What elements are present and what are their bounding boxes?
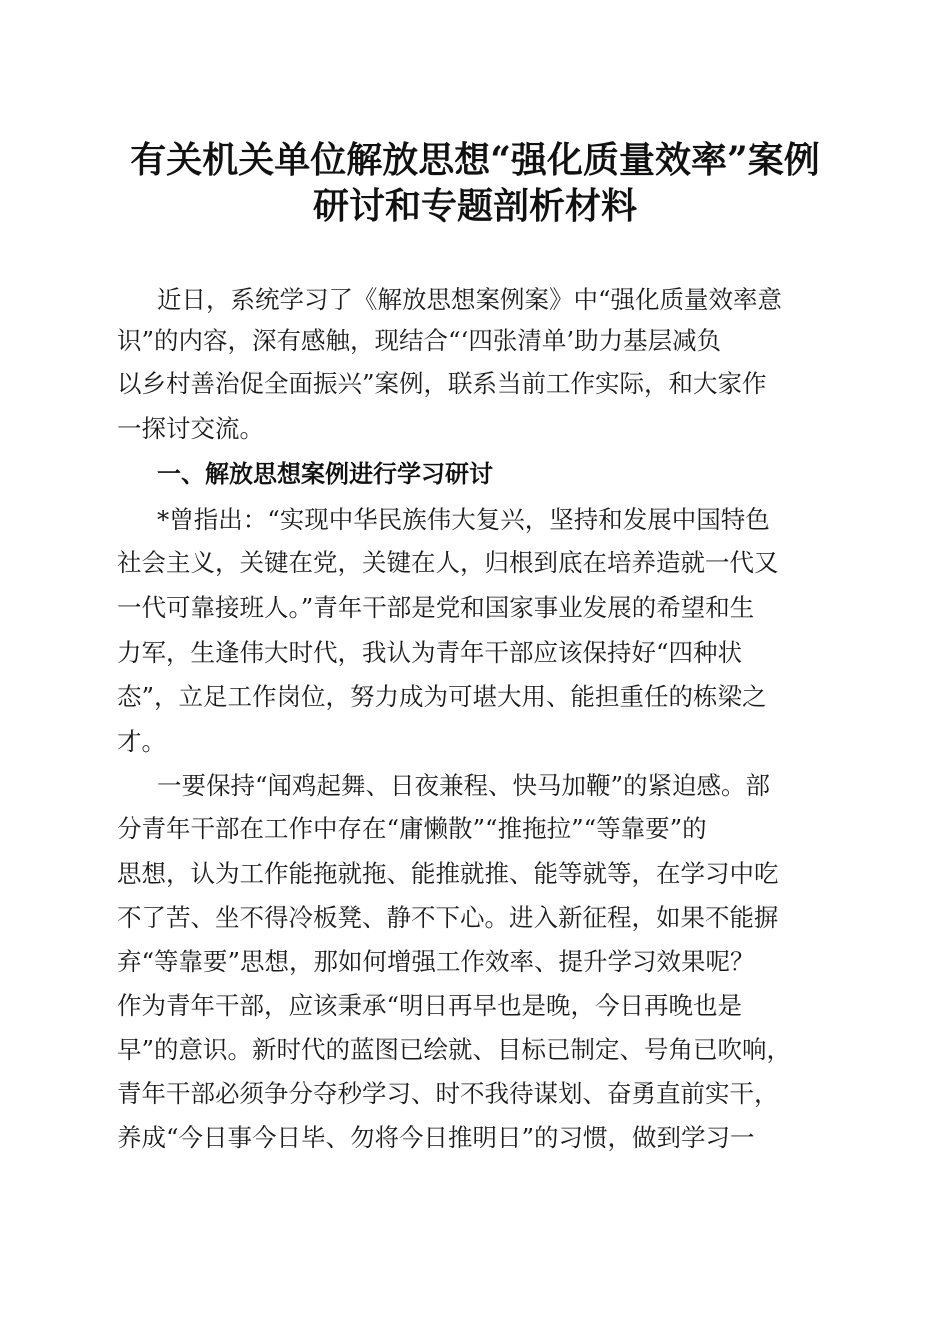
section-heading: 一、解放思想案例进行学习研讨 bbox=[157, 460, 493, 488]
paragraph-line: 一代可靠接班人。”青年干部是党和国家事业发展的希望和生 bbox=[117, 593, 755, 622]
intro-line: 一探讨交流。 bbox=[117, 414, 264, 443]
paragraph-line: 不了苦、坐不得冷板凳、静不下心。进入新征程，如果不能摒 bbox=[117, 903, 779, 932]
paragraph-line: 养成“今日事今日毕、勿将今日推明日”的习惯，做到学习一 bbox=[117, 1123, 755, 1152]
paragraph-line: 社会主义，关键在党，关键在人，归根到底在培养造就一代又 bbox=[117, 548, 779, 577]
paragraph-line: 青年干部必须争分夺秒学习、时不我待谋划、奋勇直前实干， bbox=[117, 1079, 779, 1108]
intro-line: 近日，系统学习了《解放思想案例案》中“强化质量效率意 bbox=[157, 285, 783, 314]
paragraph-line: 分青年干部在工作中存在“庸懒散”“推拖拉”“等靠要”的 bbox=[117, 814, 707, 843]
paragraph-line: 态”，立足工作岗位，努力成为可堪大用、能担重任的栋梁之 bbox=[117, 682, 767, 711]
intro-line: 识”的内容，深有感触，现结合“‘四张清单’助力基层减负 bbox=[117, 326, 722, 355]
document-title-line-1: 有关机关单位解放思想“强化质量效率”案例 bbox=[130, 139, 820, 181]
paragraph-line: *曾指出：“实现中华民族伟大复兴，坚持和发展中国特色 bbox=[157, 505, 770, 534]
paragraph-line: 弃“等靠要”思想，那如何增强工作效率、提升学习效果呢？ bbox=[117, 947, 755, 976]
paragraph-line: 思想，认为工作能拖就拖、能推就推、能等就等，在学习中吃 bbox=[117, 859, 779, 888]
intro-line: 以乡村善治促全面振兴”案例，联系当前工作实际，和大家作 bbox=[117, 369, 767, 398]
paragraph-line: 一要保持“闻鸡起舞、日夜兼程、快马加鞭”的紧迫感。部 bbox=[157, 771, 771, 800]
paragraph-line: 早”的意识。新时代的蓝图已绘就、目标已制定、号角已吹响， bbox=[117, 1035, 792, 1064]
paragraph-line: 作为青年干部，应该秉承“明日再早也是晚，今日再晚也是 bbox=[117, 991, 743, 1020]
paragraph-line: 力军，生逢伟大时代，我认为青年干部应该保持好“四种状 bbox=[117, 638, 743, 667]
paragraph-line: 才。 bbox=[117, 727, 166, 756]
document-title-line-2: 研讨和专题剖析材料 bbox=[312, 185, 637, 227]
